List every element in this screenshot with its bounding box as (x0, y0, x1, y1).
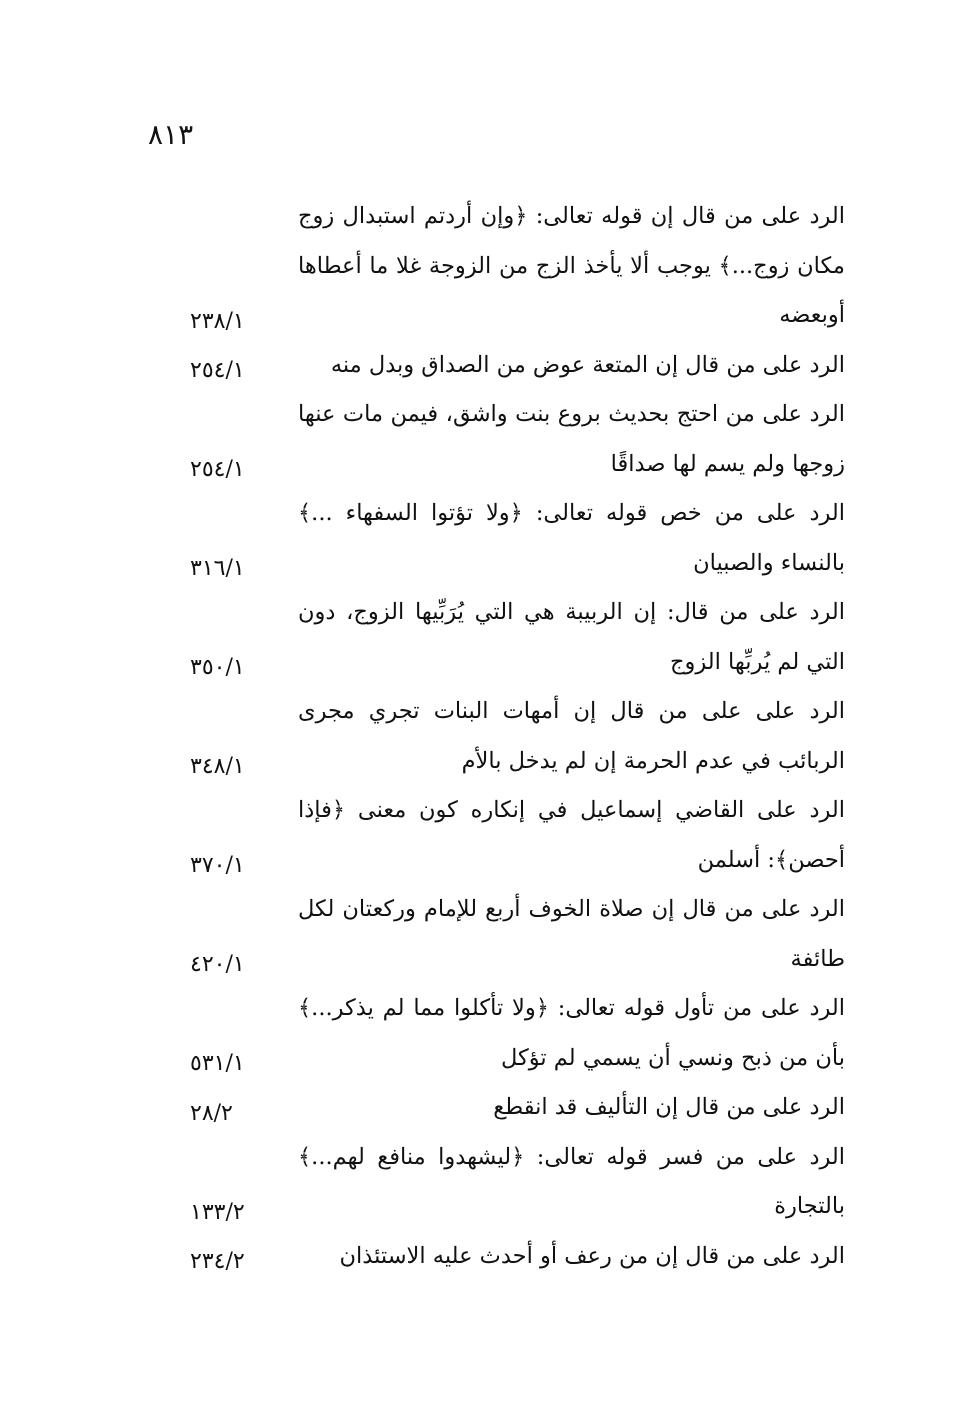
entry-reference: ٢٥٤/١ (190, 457, 245, 482)
index-entry (150, 588, 845, 687)
entry-text: الرد على من قال إن من رعف أو أحدث عليه الاستئذان (339, 1242, 845, 1269)
entry-reference: ٤٢٠/١ (190, 952, 245, 977)
index-entry (150, 192, 845, 341)
index-entry (150, 341, 845, 391)
entry-reference: ١٣٣/٢ (190, 1199, 245, 1225)
index-entry (150, 984, 845, 1083)
index-entry (150, 1232, 845, 1282)
entry-reference: ٥٣١/١ (190, 1051, 245, 1076)
entry-reference: ٢٣٤/٢ (190, 1249, 245, 1274)
page-number: ٨١٣ (148, 118, 194, 151)
entry-reference: ٣٧٠/١ (190, 853, 245, 878)
entry-text: الرد على من قال: إن الربيبة هي التي يُرَبِّيها الزوج، دون التي لم يُربِّها الزوج (298, 599, 845, 675)
entry-text: الرد على من قال إن قوله تعالى: ﴿وإن أردتم استبدال زوج مكان زوج...﴾ يوجب ألا يأخذ الزج من الزوجة غلا ما أعطاها أوبعضه (298, 203, 845, 328)
entry-text: الرد على من قال إن صلاة الخوف أربع للإمام وركعتان لكل طائفة (298, 896, 845, 972)
entry-reference: ٣١٦/١ (190, 556, 245, 581)
entry-text: الرد على من خص قوله تعالى: ﴿ولا تؤتوا السفهاء ...﴾ بالنساء والصبيان (298, 500, 845, 576)
index-entry (150, 390, 845, 489)
entry-reference: ٢٣٨/١ (190, 308, 245, 334)
entry-text: الرد على من تأول قوله تعالى: ﴿ولا تأكلوا مما لم يذكر...﴾ بأن من ذبح ونسي أن يسمي لم تؤكل (298, 995, 845, 1071)
entry-text: الرد على من قال إن التأليف قد انقطع (493, 1094, 845, 1120)
entry-reference: ٣٥٠/١ (190, 655, 245, 680)
index-entry (150, 1083, 845, 1133)
entry-text: الرد على على من قال إن أمهات البنات تجري مجرى الربائب في عدم الحرمة إن لم يدخل بالأم (298, 698, 845, 774)
entry-reference: ٢٥٤/١ (190, 358, 245, 383)
index-list (150, 192, 845, 1281)
entry-reference: ٢٨/٢ (190, 1100, 233, 1126)
entry-text: الرد على من قال إن المتعة عوض من الصداق وبدل منه (330, 351, 845, 378)
entry-reference: ٣٤٨/١ (190, 754, 245, 779)
entry-text: الرد على القاضي إسماعيل في إنكاره كون معنى ﴿فإذا أحصن﴾: أسلمن (298, 797, 845, 873)
entry-text: الرد على من فسر قوله تعالى: ﴿ليشهدوا منافع لهم...﴾ بالتجارة (298, 1143, 845, 1219)
index-entry (150, 1133, 845, 1232)
index-entry (150, 885, 845, 984)
index-entry (150, 687, 845, 786)
entry-text: الرد على من احتج بحديث بروع بنت واشق، فيمن مات عنها زوجها ولم يسم لها صداقًا (298, 401, 845, 477)
index-entry (150, 786, 845, 885)
index-entry (150, 489, 845, 588)
